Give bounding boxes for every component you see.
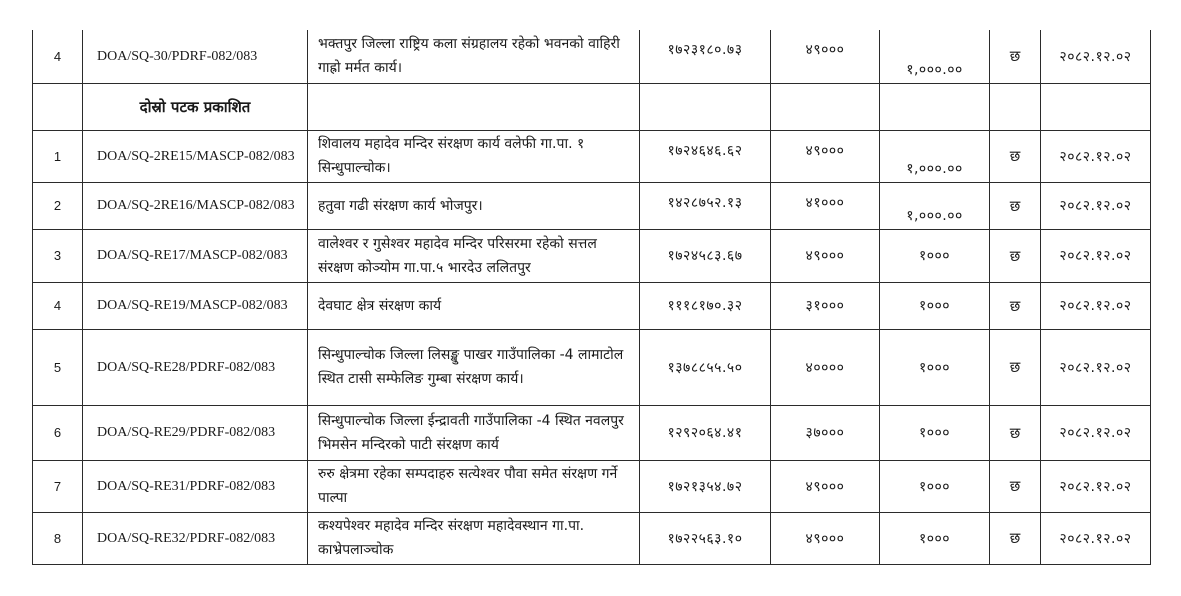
section-heading: दोस्रो पटक प्रकाशित <box>83 83 308 130</box>
bid-security-amount: ४९००० <box>771 512 880 564</box>
cost-estimate: १७२३१८०.७३ <box>640 30 771 83</box>
cost-estimate: १११८१७०.३२ <box>640 282 771 329</box>
cost-estimate: १४२८७५२.१३ <box>640 182 771 229</box>
form-fee: १००० <box>880 512 990 564</box>
form-fee: १००० <box>880 329 990 405</box>
bid-security-amount: ४९००० <box>771 460 880 512</box>
table-row <box>33 460 1151 512</box>
serial-number: 3 <box>33 229 83 282</box>
table-row <box>33 229 1151 282</box>
table-row <box>33 329 1151 405</box>
work-description: सिन्धुपाल्चोक जिल्ला ईन्द्रावती गाउँपालिका -4 स्थित नवलपुर भिमसेन मन्दिरको पाटी संरक्षण कार्य <box>308 405 640 460</box>
bid-security-amount: ३७००० <box>771 405 880 460</box>
notice-code: DOA/SQ-RE19/MASCP-082/083 <box>83 282 308 329</box>
bid-security-amount: ४०००० <box>771 329 880 405</box>
section-heading-row <box>33 83 1151 130</box>
form-fee: १,०००.०० <box>880 30 990 83</box>
status-mark: छ <box>990 282 1041 329</box>
bid-security-amount: ४९००० <box>771 229 880 282</box>
bid-security-amount: ४९००० <box>771 130 880 182</box>
table-row <box>33 405 1151 460</box>
serial-number: 8 <box>33 512 83 564</box>
table-row <box>33 182 1151 229</box>
form-fee: १००० <box>880 282 990 329</box>
form-fee: १००० <box>880 460 990 512</box>
work-description: भक्तपुर जिल्ला राष्ट्रिय कला संग्रहालय रहेको भवनको वाहिरी गाह्रो मर्मत कार्य। <box>308 30 640 83</box>
status-mark: छ <box>990 460 1041 512</box>
notice-code: DOA/SQ-RE28/PDRF-082/083 <box>83 329 308 405</box>
work-description: वालेश्वर र गुसेश्वर महादेव मन्दिर परिसरमा रहेको सत्तल संरक्षण कोञ्योम गा.पा.५ भारदेउ ललितपुर <box>308 229 640 282</box>
table-row <box>33 512 1151 564</box>
cost-estimate: १७२४६४६.६२ <box>640 130 771 182</box>
tender-notice-table <box>32 30 1151 565</box>
cost-estimate: १३७८८५५.५० <box>640 329 771 405</box>
notice-code: DOA/SQ-RE17/MASCP-082/083 <box>83 229 308 282</box>
form-fee: १,०००.०० <box>880 182 990 229</box>
status-mark: छ <box>990 130 1041 182</box>
serial-number: 4 <box>33 30 83 83</box>
status-mark: छ <box>990 229 1041 282</box>
notice-code: DOA/SQ-RE32/PDRF-082/083 <box>83 512 308 564</box>
deadline-date: २०८२.१२.०२ <box>1041 405 1151 460</box>
form-fee: १००० <box>880 405 990 460</box>
bid-security-amount: ३१००० <box>771 282 880 329</box>
serial-number: 5 <box>33 329 83 405</box>
status-mark: छ <box>990 30 1041 83</box>
cost-estimate: १७२१३५४.७२ <box>640 460 771 512</box>
deadline-date: २०८२.१२.०२ <box>1041 460 1151 512</box>
status-mark: छ <box>990 405 1041 460</box>
serial-number: 7 <box>33 460 83 512</box>
status-mark: छ <box>990 182 1041 229</box>
notice-code: DOA/SQ-RE31/PDRF-082/083 <box>83 460 308 512</box>
deadline-date: २०८२.१२.०२ <box>1041 182 1151 229</box>
cost-estimate: १७२२५६३.१० <box>640 512 771 564</box>
deadline-date: २०८२.१२.०२ <box>1041 329 1151 405</box>
work-description: रुरु क्षेत्रमा रहेका सम्पदाहरु सत्येश्वर पौवा समेत संरक्षण गर्ने पाल्पा <box>308 460 640 512</box>
work-description: हतुवा गढी संरक्षण कार्य भोजपुर। <box>308 182 640 229</box>
form-fee: १००० <box>880 229 990 282</box>
deadline-date: २०८२.१२.०२ <box>1041 229 1151 282</box>
serial-number: 4 <box>33 282 83 329</box>
notice-code: DOA/SQ-2RE16/MASCP-082/083 <box>83 182 308 229</box>
table-row <box>33 130 1151 182</box>
notice-code: DOA/SQ-30/PDRF-082/083 <box>83 30 308 83</box>
deadline-date: २०८२.१२.०२ <box>1041 30 1151 83</box>
bid-security-amount: ४१००० <box>771 182 880 229</box>
notice-code: DOA/SQ-RE29/PDRF-082/083 <box>83 405 308 460</box>
deadline-date: २०८२.१२.०२ <box>1041 282 1151 329</box>
work-description: सिन्धुपाल्चोक जिल्ला लिसङ्खु पाखर गाउँपालिका -4 लामाटोल स्थित टासी सम्फेलिङ गुम्बा संरक्षण कार्य। <box>308 329 640 405</box>
cost-estimate: १२९२०६४.४१ <box>640 405 771 460</box>
work-description: देवघाट क्षेत्र संरक्षण कार्य <box>308 282 640 329</box>
serial-number: 2 <box>33 182 83 229</box>
bid-security-amount: ४९००० <box>771 30 880 83</box>
deadline-date: २०८२.१२.०२ <box>1041 130 1151 182</box>
status-mark: छ <box>990 512 1041 564</box>
table-row <box>33 282 1151 329</box>
table-row <box>33 30 1151 83</box>
form-fee: १,०००.०० <box>880 130 990 182</box>
serial-number: 6 <box>33 405 83 460</box>
work-description: शिवालय महादेव मन्दिर संरक्षण कार्य वलेफी गा.पा. १ सिन्धुपाल्चोक। <box>308 130 640 182</box>
status-mark: छ <box>990 329 1041 405</box>
deadline-date: २०८२.१२.०२ <box>1041 512 1151 564</box>
work-description: कश्यपेश्वर महादेव मन्दिर संरक्षण महादेवस्थान गा.पा. काभ्रेपलाञ्चोक <box>308 512 640 564</box>
cost-estimate: १७२४५८३.६७ <box>640 229 771 282</box>
serial-number: 1 <box>33 130 83 182</box>
notice-code: DOA/SQ-2RE15/MASCP-082/083 <box>83 130 308 182</box>
